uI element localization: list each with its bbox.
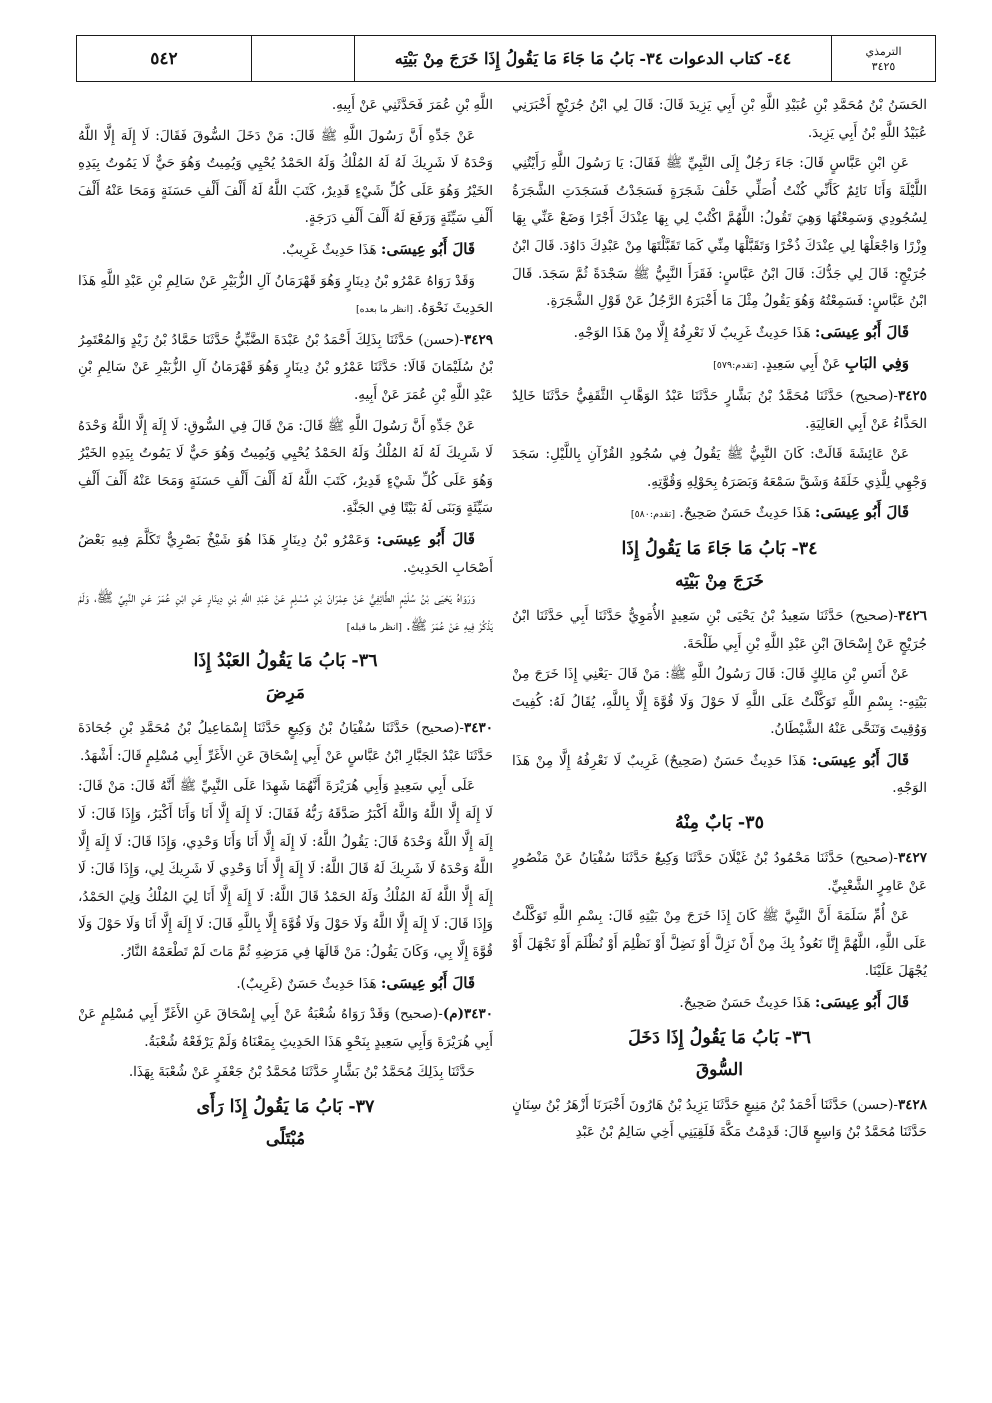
hadith-number: ٣٤٢٦ (898, 607, 927, 624)
abu-isa-label: قَالَ أَبُو عِيسَى: (376, 529, 475, 548)
page-number: ٥٤٢ (77, 36, 252, 81)
chapter-heading-36: ٣٦- بَابُ مَا يَقُولُ إِذَا دَخَلَ السُّوقَ (628, 1027, 811, 1080)
abu-isa-label: قَالَ أَبُو عِيسَى: (811, 750, 910, 769)
header-source: الترمذي (865, 44, 902, 58)
paragraph: قَالَ أَبُو عِيسَى: هَذَا حَدِيثٌ غَرِيبٌ لَا نَعْرِفُهُ إِلَّا مِنْ هَذَا الوَجْهِ. (573, 322, 909, 341)
paragraph: قَالَ أَبُو عِيسَى: هَذَا حَدِيثٌ حَسَنٌ (صَحِيحٌ) غَرِيبٌ لَا نَعْرِفُهُ إِلَّا مِنْ هَذَا الوَجْهِ. (512, 750, 927, 797)
hadith-number: ٣٤٣٠ (463, 720, 493, 737)
header-hadith-number: ٣٤٢٥ (871, 59, 896, 73)
left-column (78, 92, 493, 1292)
paragraph: قَالَ أَبُو عِيسَى: هَذَا حَدِيثٌ غَرِيبٌ. (281, 239, 475, 258)
chapter-heading-36b: ٣٦- بَابُ مَا يَقُولُ العَبْدُ إِذَا مَرِضَ (193, 651, 378, 704)
cross-reference: [تقدم:٥٧٩] (713, 360, 758, 372)
hadith-number: ٣٤٣٠(م) (442, 1006, 493, 1023)
hadith-grade: -(صحيح) (849, 607, 898, 624)
paragraph: عَنْ أَنَسِ بْنِ مَالِكٍ قَالَ: قَالَ رَسُولُ اللَّهِ ﷺ: مَنْ قَالَ -يَعْنِي إِذَا خَرَجَ مِنْ بَيْتِهِ-: بِسْمِ اللَّهِ تَوَكَّلْتُ عَلَى اللَّهِ لَا حَوْلَ وَلَا قُوَّةَ إِلَّا بِاللَّهِ، يُقَالُ لَهُ: كُفِيتَ وَوُقِيتَ وَتَنَحَّى عَنْهُ الشَّيْطَانُ. (512, 666, 927, 738)
chapter-heading-37: ٣٧- بَابُ مَا يَقُولُ إِذَا رَأَى مُبْتَلًى (196, 1097, 375, 1149)
paragraph: قَالَ أَبُو عِيسَى: هَذَا حَدِيثٌ حَسَنٌ صَحِيحٌ. [تقدم:٥٨٠] (630, 503, 909, 522)
chapter-heading-35: ٣٥- بَابٌ مِنْهُ (675, 813, 764, 834)
right-column (512, 92, 927, 1292)
cross-reference: [انظر ما بعده] (355, 304, 413, 316)
cross-reference: [تقدم:٥٨٠] (630, 509, 676, 521)
abu-isa-label: قَالَ أَبُو عِيسَى: (380, 973, 475, 992)
hadith-3430m: ٣٤٣٠(م)-(صحيح) وَقَدْ رَوَاهُ شُعْبَةُ عَنْ أَبِي إِسْحَاقَ عَنِ الأَغَرِّ أَبِي مُسْلِمٍ عَنْ أَبِي هُرَيْرَةَ وَأَبِي سَعِيدٍ بِنَحْوِ هَذَا الحَدِيثِ بِمَعْنَاهُ وَلَمْ يَرْفَعْهُ شُعْبَةُ. (78, 1006, 493, 1050)
paragraph: وَقَدْ رَوَاهُ عَمْرُو بْنُ دِينَارٍ وَهُوَ قَهْرَمَانُ آلِ الزُّبَيْرِ عَنْ سَالِمِ بْنِ عَبْدِ اللَّهِ هَذَا الحَدِيثَ نَحْوَهُ. [انظر ما بعده] (78, 272, 493, 317)
hadith-grade: -(صحيح) (394, 1006, 443, 1023)
paragraph: اللَّهِ بْنِ عُمَرَ فَحَدَّثَنِي عَنْ أَبِيهِ. (331, 97, 493, 113)
paragraph: عَلَى أَبِي سَعِيدٍ وَأَبِي هُرَيْرَةَ أَنَّهُمَا شَهِدَا عَلَى النَّبِيِّ ﷺ أَنَّهُ قَالَ: مَنْ قَالَ: لَا إِلَهَ إِلَّا اللَّهُ وَاللَّهُ أَكْبَرُ صَدَّقَهُ رَبُّهُ فَقَالَ: لَا إِلَهَ إِلَّا أَنَا وَأَنَا أَكْبَرُ، وَإِذَا قَالَ: لَا إِلَهَ إِلَّا اللَّهُ وَحْدَهُ قَالَ: يَقُولُ اللَّهُ: لَا إِلَهَ إِلَّا أَنَا وَأَنَا وَحْدِي، وَإِذَا قَالَ: لَا إِلَهَ إِلَّا اللَّهُ وَحْدَهُ لَا شَرِيكَ لَهُ قَالَ اللَّهُ: لَا إِلَهَ إِلَّا أَنَا وَحْدِي لَا شَرِيكَ لِي، وَإِذَا قَالَ: لَا إِلَهَ إِلَّا اللَّهُ لَهُ المُلْكُ وَلَهُ الحَمْدُ قَالَ اللَّهُ: لَا إِلَهَ إِلَّا أَنَا لِيَ المُلْكُ وَلِيَ الحَمْدُ، وَإِذَا قَالَ: لَا إِلَهَ إِلَّا اللَّهُ وَلَا حَوْلَ وَلَا قُوَّةَ إِلَّا بِاللَّهِ قَالَ: لَا إِلَهَ إِلَّا أَنَا وَلَا حَوْلَ وَلَا قُوَّةَ إِلَّا بِي، وَكَانَ يَقُولُ: مَنْ قَالَهَا فِي مَرَضِهِ ثُمَّ مَاتَ لَمْ تَطْعَمْهُ النَّارُ. (78, 778, 493, 961)
paragraph: عَنْ جَدِّهِ أَنَّ رَسُولَ اللَّهِ ﷺ قَالَ: مَنْ دَخَلَ السُّوقَ فَقَالَ: لَا إِلَهَ إِلَّا اللَّهُ وَحْدَهُ لَا شَرِيكَ لَهُ لَهُ المُلْكُ وَلَهُ الحَمْدُ يُحْيِي وَيُمِيتُ وَهُوَ حَيٌّ لَا يَمُوتُ بِيَدِهِ الخَيْرُ وَهُوَ عَلَى كُلِّ شَيْءٍ قَدِيرٌ، كَتَبَ اللَّهُ لَهُ أَلْفَ أَلْفِ حَسَنَةٍ وَمَحَا عَنْهُ أَلْفَ أَلْفِ سَيِّئَةٍ وَرَفَعَ لَهُ أَلْفَ أَلْفِ دَرَجَةٍ. (78, 127, 493, 227)
abu-isa-label: قَالَ أَبُو عِيسَى: (814, 322, 909, 341)
running-header (76, 35, 936, 82)
hadith-3428: ٣٤٢٨-(حسن) حَدَّثَنَا أَحْمَدُ بْنُ مَنِيعٍ حَدَّثَنَا يَزِيدُ بْنُ هَارُونَ أَخْبَرَنَا أَزْهَرُ بْنُ سِنَانٍ حَدَّثَنَا مُحَمَّدُ بْنُ وَاسِعٍ قَالَ: قَدِمْتُ مَكَّةَ فَلَقِيَنِي أَخِي سَالِمُ بْنُ عَبْدِ (512, 1096, 927, 1141)
cross-reference: [انظر ما قبله] (346, 621, 402, 633)
hadith-number: ٣٤٢٨ (897, 1096, 927, 1113)
hadith-3429: ٣٤٢٩-(حسن) حَدَّثَنَا بِذَلِكَ أَحْمَدُ بْنُ عَبْدَةَ الضَّبِّيُّ حَدَّثَنَا حَمَّادُ بْنُ زَيْدٍ وَالمُعْتَمِرُ بْنُ سُلَيْمَانَ قَالَا: حَدَّثَنَا عَمْرُو بْنُ دِينَارٍ وَهُوَ قَهْرَمَانُ آلِ الزُّبَيْرِ عَنْ سَالِمِ بْنِ عَبْدِ اللَّهِ بْنِ عُمَرَ عَنْ أَبِيهِ. (78, 331, 493, 403)
paragraph: وَرَوَاهُ يَحْيَى بْنُ سُلَيْمٍ الطَّائِفِيُّ عَنْ عِمْرَانَ بْنِ مُسْلِمٍ عَنْ عَبْدِ اللَّهِ بْنِ دِينَارٍ عَنِ ابْنِ عُمَرَ عَنِ النَّبِيِّ ﷺ، وَلَمْ يَذْكُرْ فِيهِ عَنْ عُمَرَ ﷺ. [انظر ما قبله] (78, 590, 493, 634)
hadith-grade: -(حسن) (852, 1096, 898, 1113)
hadith-number: ٣٤٢٧ (898, 850, 927, 867)
hadith-3426: ٣٤٢٦-(صحيح) حَدَّثَنَا سَعِيدُ بْنُ يَحْيَى بْنِ سَعِيدٍ الأُمَوِيُّ حَدَّثَنَا أَبِي حَدَّثَنَا ابْنُ جُرَيْجٍ عَنْ إِسْحَاقَ ابْنِ عَبْدِ اللَّهِ بْنِ أَبِي طَلْحَةَ. (512, 607, 927, 652)
fil-bab-label: وَفِي البَابِ (844, 354, 909, 373)
paragraph: قَالَ أَبُو عِيسَى: هَذَا حَدِيثٌ حَسَنٌ صَحِيحٌ. (679, 993, 909, 1012)
hadith-grade: -(حسن) (418, 331, 464, 348)
header-spacer (252, 36, 355, 81)
hadith-grade: -(صحيح) (849, 387, 898, 404)
paragraph: وَفِي البَابِ عَنْ أَبِي سَعِيدٍ. [تقدم:٥٧٩] (713, 354, 909, 373)
abu-isa-label: قَالَ أَبُو عِيسَى: (814, 993, 909, 1012)
hadith-grade: -(صحيح) (849, 850, 898, 867)
paragraph: قَالَ أَبُو عِيسَى: هَذَا حَدِيثٌ حَسَنٌ (غَرِيبٌ). (236, 973, 475, 992)
hadith-3425: ٣٤٢٥-(صحيح) حَدَّثَنَا مُحَمَّدُ بْنُ بَشَّارٍ حَدَّثَنَا عَبْدُ الوَهَّابِ الثَّقَفِيُّ حَدَّثَنَا خَالِدٌ الحَذَّاءُ عَنْ أَبِي العَالِيَةِ. (512, 387, 927, 432)
paragraph: حَدَّثَنَا بِذَلِكَ مُحَمَّدُ بْنُ بَشَّارٍ حَدَّثَنَا مُحَمَّدُ بْنُ جَعْفَرٍ عَنْ شُعْبَةَ بِهَذَا. (128, 1064, 475, 1081)
chapter-heading-34: ٣٤- بَابُ مَا جَاءَ مَا يَقُولُ إِذَا خَرَجَ مِنْ بَيْتِه (621, 538, 818, 591)
abu-isa-label: قَالَ أَبُو عِيسَى: (380, 239, 475, 258)
paragraph: الحَسَنُ بْنُ مُحَمَّدِ بْنِ عُبَيْدِ اللَّهِ بْنِ أَبِي يَزِيدَ قَالَ: قَالَ لِي ابْنُ جُرَيْجٍ أَخْبَرَنِي عُبَيْدُ اللَّهِ بْنُ أَبِي يَزِيدَ. (512, 97, 927, 141)
abu-isa-label: قَالَ أَبُو عِيسَى: (814, 503, 909, 522)
hadith-number: ٣٤٢٩ (464, 331, 493, 348)
hadith-3430: ٣٤٣٠-(صحيح) حَدَّثَنَا سُفْيَانُ بْنُ وَكِيعٍ حَدَّثَنَا إِسْمَاعِيلُ بْنُ مُحَمَّدِ بْنِ جُحَادَةَ حَدَّثَنَا عَبْدُ الجَبَّارِ ابْنُ عَبَّاسٍ عَنْ أَبِي إِسْحَاقَ عَنِ الأَغَرِّ أَبِي مُسْلِمٍ قَالَ: أَشْهَدُ. (78, 720, 493, 764)
paragraph: عَنْ عَائِشَةَ قَالَتْ: كَانَ النَّبِيُّ ﷺ يَقُولُ فِي سُجُودِ القُرْآنِ بِاللَّيْلِ: سَجَدَ وَجْهِي لِلَّذِي خَلَقَهُ وَشَقَّ سَمْعَهُ وَبَصَرَهُ بِحَوْلِهِ وَقُوَّتِهِ. (512, 446, 927, 490)
paragraph: عَنِ ابْنِ عَبَّاسٍ قَالَ: جَاءَ رَجُلٌ إِلَى النَّبِيِّ ﷺ فَقَالَ: يَا رَسُولَ اللَّهِ رَأَيْتُنِي اللَّيْلَةَ وَأَنَا نَائِمٌ كَأَنِّي كُنْتُ أُصَلِّي خَلْفَ شَجَرَةٍ فَسَجَدْتُ فَسَجَدَتِ الشَّجَرَةُ لِسُجُودِي وَسَمِعْتُهَا وَهِيَ تَقُولُ: اللَّهُمَّ اكْتُبْ لِي بِهَا عِنْدَكَ أَجْرًا وَضَعْ عَنِّي بِهَا وِزْرًا وَاجْعَلْهَا لِي عِنْدَكَ ذُخْرًا وَتَقَبَّلْهَا مِنِّي كَمَا تَقَبَّلْتَهَا مِنْ عَبْدِكَ دَاوُدَ. قَالَ ابْنُ جُرَيْجٍ: قَالَ لِي جَدُّكَ: قَالَ ابْنُ عَبَّاسٍ: فَقَرَأَ النَّبِيُّ ﷺ سَجْدَةً ثُمَّ سَجَدَ. قَالَ ابْنُ عَبَّاسٍ: فَسَمِعْتُهُ وَهُوَ يَقُولُ مِثْلَ مَا أَخْبَرَهُ الرَّجُلُ عَنْ قَوْلِ الشَّجَرَةِ. (512, 155, 927, 310)
paragraph: عَنْ أُمِّ سَلَمَةَ أَنَّ النَّبِيَّ ﷺ كَانَ إِذَا خَرَجَ مِنْ بَيْتِهِ قَالَ: بِسْمِ اللَّهِ تَوَكَّلْتُ عَلَى اللَّهِ، اللَّهُمَّ إِنَّا نَعُوذُ بِكَ مِنْ أَنْ نَزِلَّ أَوْ نَضِلَّ أَوْ نَظْلِمَ أَوْ نُظْلَمَ أَوْ نَجْهَلَ أَوْ يُجْهَلَ عَلَيْنَا. (512, 908, 927, 980)
hadith-3427: ٣٤٢٧-(صحيح) حَدَّثَنَا مَحْمُودُ بْنُ غَيْلَانَ حَدَّثَنَا وَكِيعٌ حَدَّثَنَا سُفْيَانُ عَنْ مَنْصُورٍ عَنْ عَامِرٍ الشَّعْبِيِّ. (512, 850, 927, 894)
header-reference (831, 36, 935, 81)
header-title: ٤٤- كتاب الدعوات ٣٤- بَابُ مَا جَاءَ مَا يَقُولُ إِذَا خَرَجَ مِنْ بَيْتِه (394, 49, 792, 68)
paragraph: قَالَ أَبُو عِيسَى: وَعَمْرُو بْنُ دِينَارٍ هَذَا هُوَ شَيْخٌ بَصْرِيٌّ تَكَلَّمَ فِيهِ بَعْضُ أَصْحَابِ الحَدِيثِ. (78, 529, 493, 576)
paragraph: عَنْ جَدِّهِ أَنَّ رَسُولَ اللَّهِ ﷺ قَالَ: مَنْ قَالَ فِي السُّوقِ: لَا إِلَهَ إِلَّا اللَّهُ وَحْدَهُ لَا شَرِيكَ لَهُ لَهُ المُلْكُ وَلَهُ الحَمْدُ يُحْيِي وَيُمِيتُ وَهُوَ حَيٌّ لَا يَمُوتُ بِيَدِهِ الخَيْرُ وَهُوَ عَلَى كُلِّ شَيْءٍ قَدِيرٌ، كَتَبَ اللَّهُ لَهُ أَلْفَ أَلْفِ حَسَنَةٍ وَمَحَا عَنْهُ أَلْفَ أَلْفِ سَيِّئَةٍ وَبَنَى لَهُ بَيْتًا فِي الجَنَّةِ. (78, 417, 493, 517)
hadith-grade: -(صحيح) (415, 720, 464, 737)
hadith-number: ٣٤٢٥ (897, 387, 927, 404)
